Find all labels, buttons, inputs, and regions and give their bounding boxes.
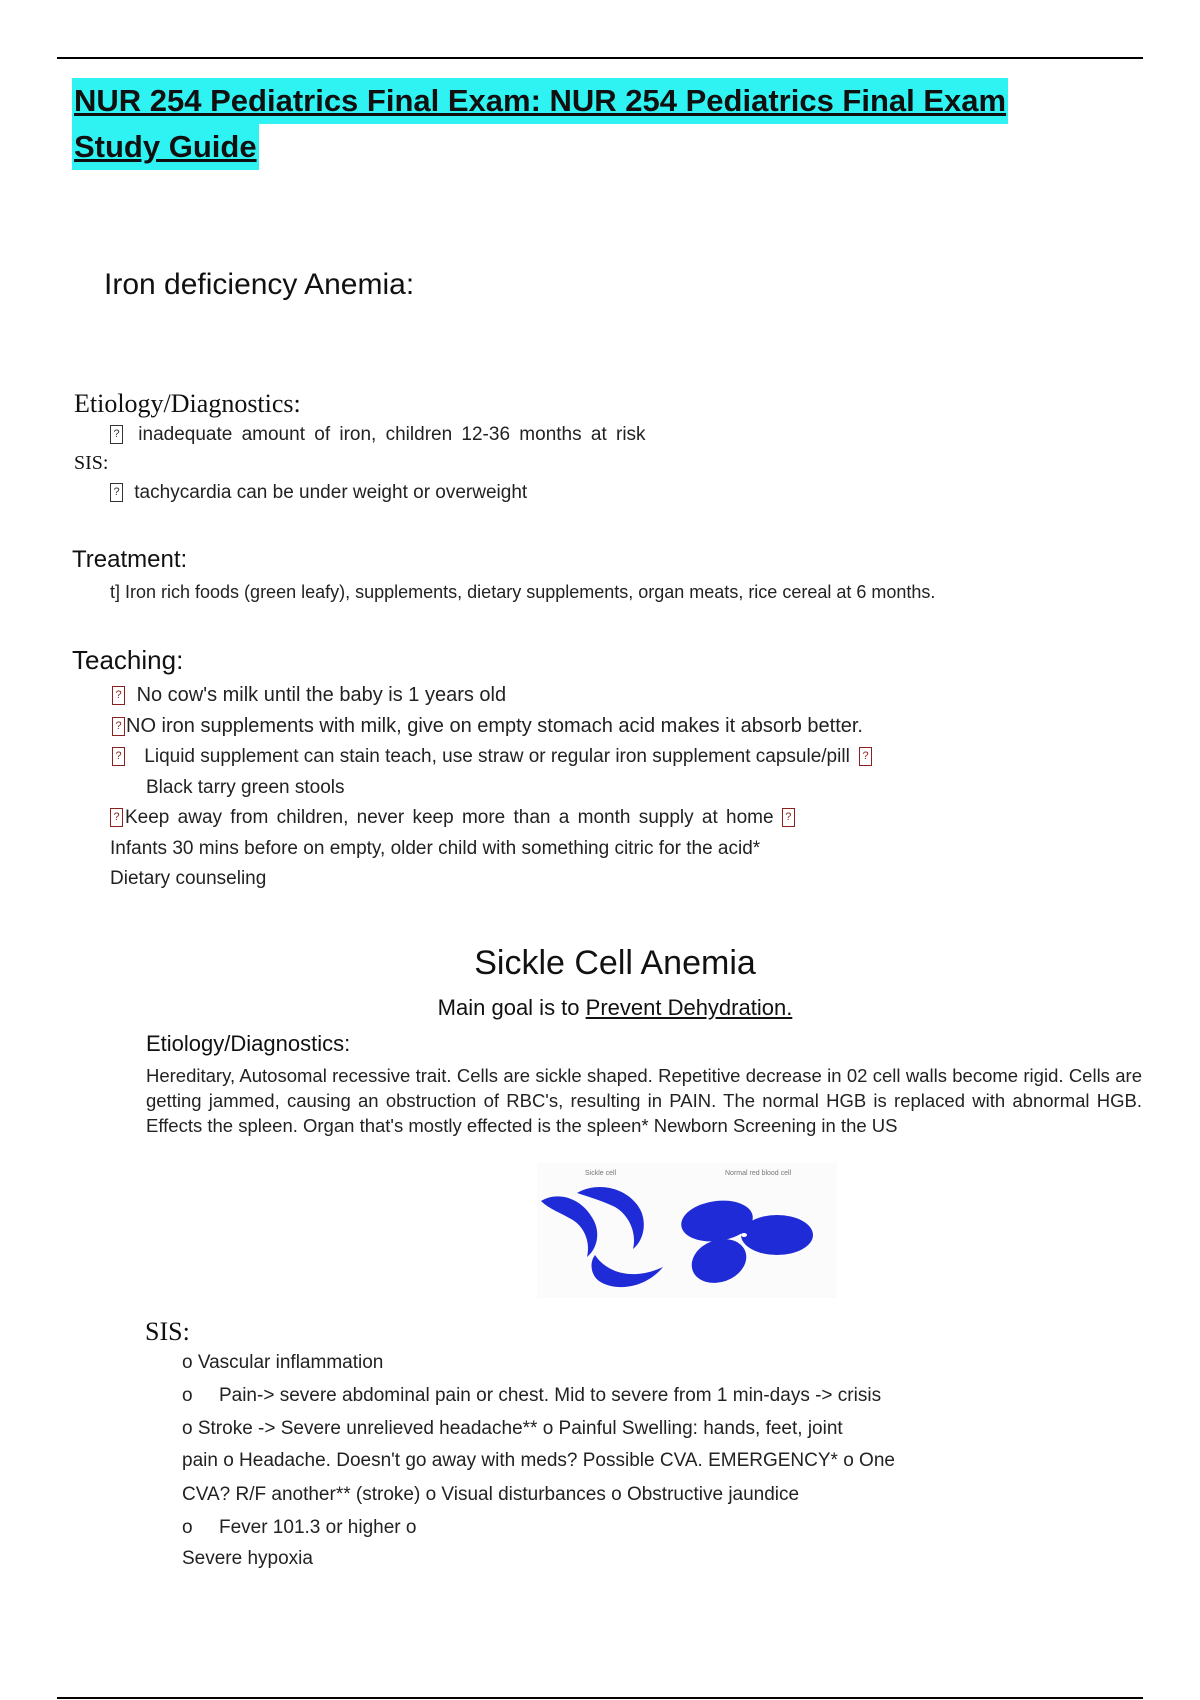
bullet-icon: ? xyxy=(782,808,795,827)
bullet-icon: ? xyxy=(112,686,125,705)
normal-cell-highlight xyxy=(741,1233,747,1237)
bullet-icon: ? xyxy=(112,717,125,736)
iron-sis-heading: SIS: xyxy=(74,452,109,474)
iron-etiology-text: inadequate amount of iron, children 12-36 months at risk xyxy=(138,424,646,445)
blood-cells-drawing xyxy=(537,1163,837,1298)
teaching-text-6: Dietary counseling xyxy=(110,868,267,889)
iron-sis-text: tachycardia can be under weight or overweight xyxy=(134,482,528,503)
sickle-cell-shape xyxy=(592,1255,663,1287)
teaching-text-5: Infants 30 mins before on empty, older child with something citric for the acid* xyxy=(110,838,761,859)
teaching-item-2 xyxy=(112,715,863,738)
sickle-goal-prefix: Main goal is to xyxy=(437,995,586,1020)
iron-sis-item xyxy=(110,482,527,504)
teaching-item-4 xyxy=(110,807,801,829)
iron-etiology-item xyxy=(110,424,646,446)
teaching-text-1: No cow's milk until the baby is 1 years old xyxy=(136,684,507,706)
teaching-item-1 xyxy=(112,684,506,707)
figure-label-sickle: Sickle cell xyxy=(585,1170,617,1177)
sis-line-1: o Vascular inflammation xyxy=(182,1352,384,1373)
sis-line-2: o Pain-> severe abdominal pain or chest. Mid to severe from 1 min-days -> crisis xyxy=(182,1385,882,1406)
sickle-cell-shape xyxy=(541,1196,597,1257)
iron-etiology-heading: Etiology/Diagnostics: xyxy=(74,389,301,418)
bullet-icon: ? xyxy=(110,425,123,444)
teaching-text-4: Keep away from children, never keep more than a month supply at home xyxy=(125,807,774,828)
sickle-goal xyxy=(0,995,1200,1021)
title-line-1: NUR 254 Pediatrics Final Exam: NUR 254 Pediatrics Final Exam xyxy=(72,78,1008,124)
bullet-icon: ? xyxy=(110,808,123,827)
teaching-text-3b: Black tarry green stools xyxy=(146,777,345,798)
bottom-rule xyxy=(57,1697,1143,1699)
teaching-item-3 xyxy=(112,746,878,768)
bullet-icon: ? xyxy=(110,483,123,502)
iron-treatment-heading: Treatment: xyxy=(72,546,188,573)
sis-line-4: pain o Headache. Doesn't go away with meds? Possible CVA. EMERGENCY* o One xyxy=(182,1450,895,1471)
sickle-cell-illustration xyxy=(537,1163,837,1298)
title-line-2: Study Guide xyxy=(72,124,259,170)
sickle-etiology-heading: Etiology/Diagnostics: xyxy=(146,1031,351,1056)
sickle-etiology-text: Hereditary, Autosomal recessive trait. Cells are sickle shaped. Repetitive decrease in 02 cell walls become rigid. Cells are getting jammed, causing an obstruction of RBC's, resulting in PAIN. The normal HGB is replaced with abnormal HGB. Effects the spleen. Organ that's mostly effected is the spleen* Newborn Screening in the US xyxy=(146,1065,1142,1136)
iron-heading: Iron deficiency Anemia: xyxy=(104,268,415,301)
iron-treatment-text: t] Iron rich foods (green leafy), supplements, dietary supplements, organ meats, rice cereal at 6 months. xyxy=(110,582,936,602)
figure-label-normal: Normal red blood cell xyxy=(725,1170,792,1177)
sickle-heading: Sickle Cell Anemia xyxy=(474,944,756,982)
bullet-icon: ? xyxy=(859,747,872,766)
sis-line-3: o Stroke -> Severe unrelieved headache** o Painful Swelling: hands, feet, joint xyxy=(182,1418,843,1439)
sis-line-6: o Fever 101.3 or higher o xyxy=(182,1517,417,1538)
sis-line-7: Severe hypoxia xyxy=(182,1548,313,1569)
top-rule xyxy=(57,57,1143,59)
normal-cell-shape xyxy=(741,1215,813,1255)
document-title xyxy=(72,78,1072,170)
sickle-goal-emphasis: Prevent Dehydration. xyxy=(585,995,793,1020)
teaching-text-2: NO iron supplements with milk, give on empty stomach acid makes it absorb better. xyxy=(126,715,863,737)
sickle-sis-heading: SIS: xyxy=(145,1317,190,1346)
teaching-text-3: Liquid supplement can stain teach, use straw or regular iron supplement capsule/pill xyxy=(144,746,850,767)
iron-teaching-heading: Teaching: xyxy=(72,645,184,675)
sis-line-5: CVA? R/F another** (stroke) o Visual disturbances o Obstructive jaundice xyxy=(182,1484,800,1505)
bullet-icon: ? xyxy=(112,747,125,766)
